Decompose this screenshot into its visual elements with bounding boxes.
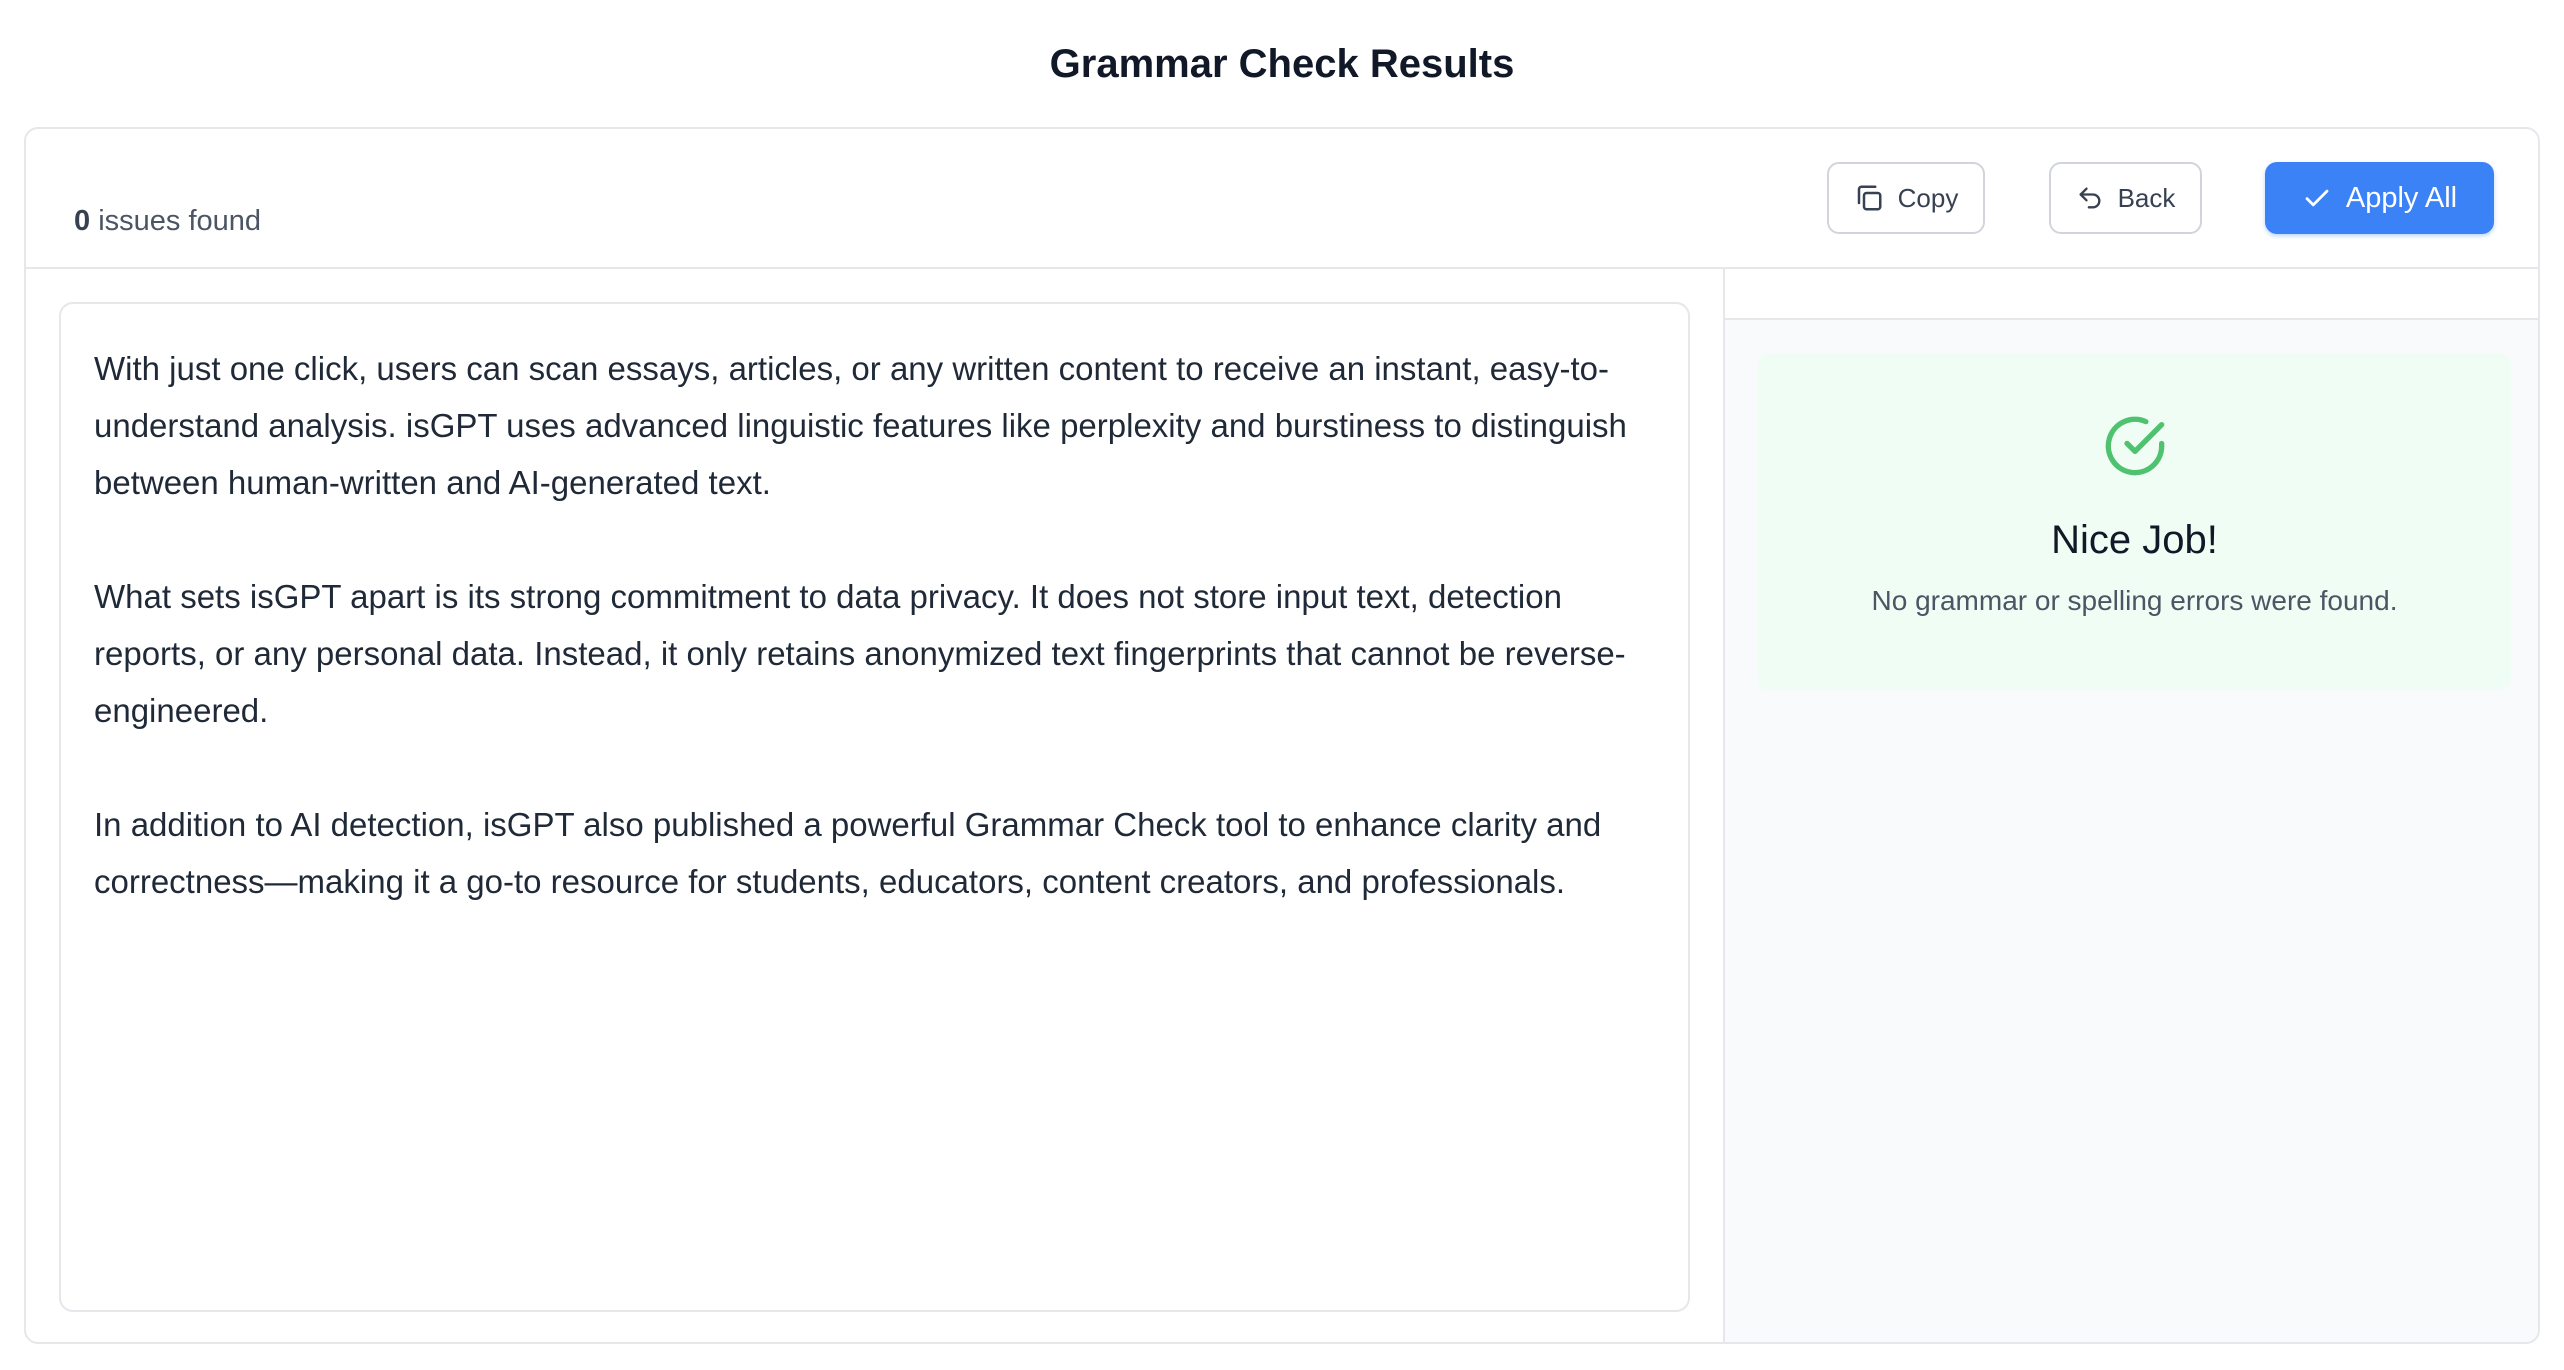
results-card bbox=[24, 127, 2540, 1344]
apply-all-label: Apply All bbox=[2345, 181, 2458, 214]
back-label: Back bbox=[2117, 182, 2176, 213]
undo-arrow-icon bbox=[2076, 184, 2104, 212]
copy-label: Copy bbox=[1897, 182, 1959, 213]
copy-icon bbox=[1854, 183, 1884, 213]
success-message: No grammar or spelling errors were found. bbox=[1871, 585, 2398, 616]
apply-all-button[interactable] bbox=[2265, 162, 2494, 234]
editor-paragraph: With just one click, users can scan essays, articles, or any written content to receive an instant, easy-to-understand analysis. isGPT uses advanced linguistic features like perplexity and burstiness to distinguish between human-written and AI-generated text. bbox=[94, 350, 1627, 501]
issues-count: 0 bbox=[74, 205, 91, 237]
check-circle-icon bbox=[2103, 414, 2167, 483]
editor-panel bbox=[26, 269, 1723, 1344]
issues-label: issues found bbox=[98, 205, 262, 237]
editor-paragraph: In addition to AI detection, isGPT also published a powerful Grammar Check tool to enhance clarity and correctness—making it a go-to resource for students, educators, content creators, and professionals. bbox=[94, 806, 1602, 900]
success-title: Nice Job! bbox=[2051, 518, 2218, 562]
check-icon bbox=[2302, 183, 2332, 213]
suggestions-panel bbox=[1723, 269, 2540, 1344]
page-title: Grammar Check Results bbox=[1049, 42, 1515, 86]
issues-summary bbox=[74, 205, 261, 238]
suggestions-toolbar bbox=[1725, 269, 2540, 320]
back-button[interactable] bbox=[2049, 162, 2202, 234]
results-header bbox=[26, 129, 2538, 269]
text-editor[interactable] bbox=[59, 302, 1690, 1312]
success-message-box bbox=[1758, 353, 2511, 690]
editor-paragraph: What sets isGPT apart is its strong commitment to data privacy. It does not store input text, detection reports, or any personal data. Instead, it only retains anonymized text fingerprints that cannot be reverse-engineered. bbox=[94, 578, 1626, 729]
copy-button[interactable] bbox=[1827, 162, 1985, 234]
